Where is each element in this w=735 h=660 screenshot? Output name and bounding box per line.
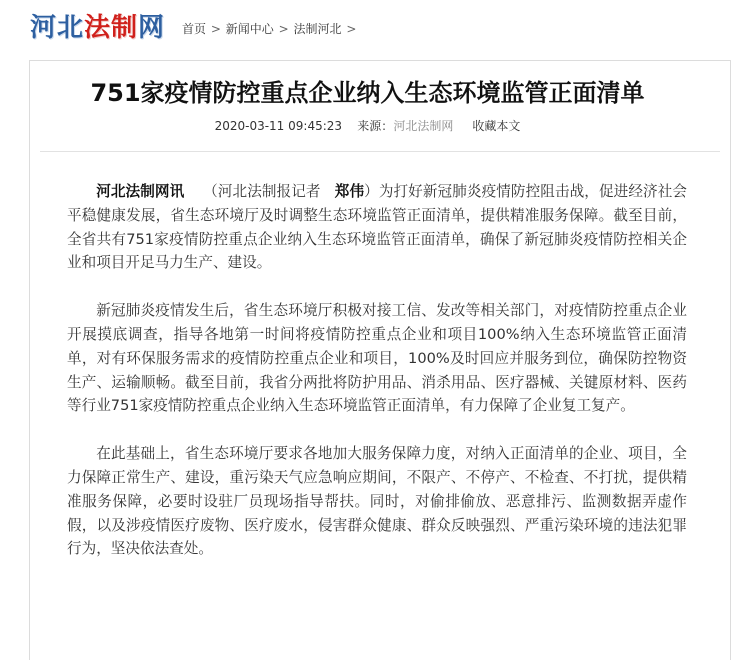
lead-byline: 河北法制网讯: [96, 183, 185, 200]
lead-paren-open: （河北法制报记者: [203, 183, 321, 200]
source-label: 来源：: [357, 119, 394, 133]
breadcrumb-separator: >: [346, 22, 357, 36]
article-body: [67, 180, 687, 585]
paragraph-2: 新冠肺炎疫情发生后，省生态环境厅积极对接工信、发改等相关部门，对疫情防控重点企业开展摸底调查，指导各地第一时间将疫情防控重点企业和项目100%纳入生态环境监管正面清单，对有环保服务需求的疫情防控重点企业和项目，100%及时回应并服务到位，确保防控物资生产、运输顺畅。截至目前，我省分两批将防护用品、消杀用品、医疗器械、关键原材料、医药等行业751家疫情防控重点企业纳入生态环境监管正面清单，有力保障了企业复工复产。: [67, 302, 687, 415]
meta-divider: [40, 151, 720, 152]
breadcrumb-news-center-link[interactable]: 新闻中心: [225, 22, 274, 36]
paragraph-3: 在此基础上，省生态环境厅要求各地加大服务保障力度，对纳入正面清单的企业、项目，全力保障正常生产、建设，重污染天气应急响应期间，不限产、不停产、不检查、不打扰，提供精准服务保障，必要时设驻厂员现场指导帮扶。同时，对偷排偷放、恶意排污、监测数据弄虚作假，以及涉疫情医疗废物、医疗废水，侵害群众健康、群众反映强烈、严重污染环境的违法犯罪行为，坚决依法查处。: [67, 445, 687, 558]
paragraph-lead: [67, 180, 687, 275]
logo-text-fazhi: 法制: [84, 13, 139, 43]
source-link[interactable]: 河北法制网: [393, 119, 454, 133]
breadcrumb: [182, 21, 357, 37]
site-logo[interactable]: [30, 10, 165, 46]
article-meta: [0, 118, 735, 134]
favorite-link[interactable]: 收藏本文: [472, 119, 521, 133]
breadcrumb-separator: >: [278, 22, 289, 36]
publish-datetime: 2020-03-11 09:45:23: [214, 119, 343, 133]
reporter-name: 郑伟: [334, 183, 365, 200]
breadcrumb-home-link[interactable]: 首页: [182, 22, 207, 36]
article-title: 751家疫情防控重点企业纳入生态环境监管正面清单: [90, 79, 645, 107]
logo-text-hebei: 河北: [30, 13, 85, 43]
logo-text-wang: 网: [138, 13, 166, 43]
breadcrumb-separator: >: [210, 22, 221, 36]
breadcrumb-legal-hebei-link[interactable]: 法制河北: [293, 22, 342, 36]
lead-text: ）为打好新冠肺炎疫情防控阻击战，促进经济社会平稳健康发展，省生态环境厅及时调整生态环境监管正面清单，提供精准服务保障。截至目前，全省共有751家疫情防控重点企业纳入生态环境监管正面清单，确保了新冠肺炎疫情防控相关企业和项目开足马力生产、建设。: [67, 183, 687, 272]
